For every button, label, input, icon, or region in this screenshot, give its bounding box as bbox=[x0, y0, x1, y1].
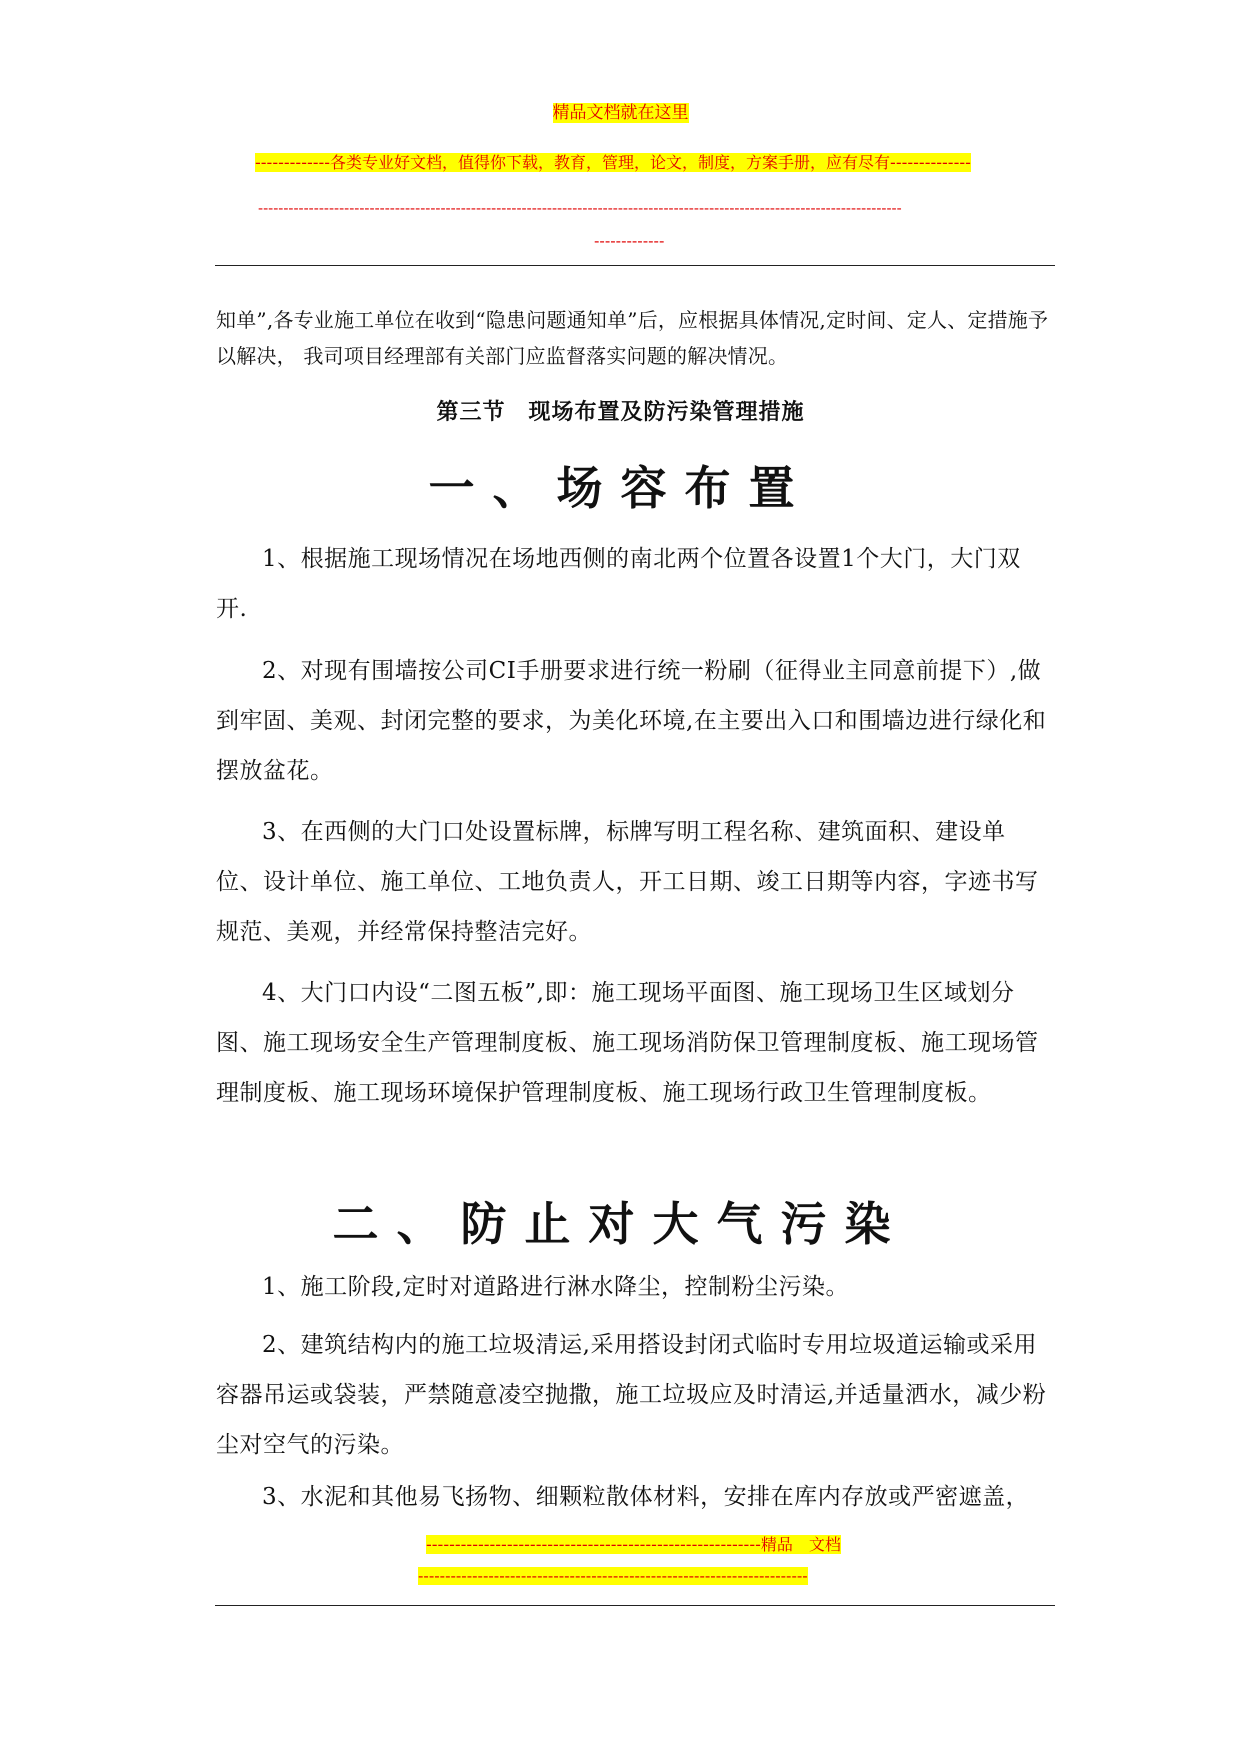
heading-air-pollution: 二、防止对大气污染 bbox=[332, 1197, 909, 1251]
paragraph: 3、在西侧的大门口处设置标牌，标牌写明工程名称、建筑面积、建设单位、设计单位、施工单位、工地负责人，开工日期、竣工日期等内容，字迹书写规范、美观，并经常保持整洁完好。 bbox=[216, 819, 1039, 945]
paragraph: 1、施工阶段,定时对道路进行淋水降尘，控制粉尘污染。 bbox=[262, 1274, 849, 1300]
header-rule bbox=[215, 265, 1055, 266]
header-title: 精品文档就在这里 bbox=[552, 103, 689, 123]
heading-site-layout: 一、场容布置 bbox=[428, 461, 813, 515]
intro-paragraph: 知单”,各专业施工单位在收到“隐患问题通知单”后，应根据具体情况,定时间、定人、定措施予以解决， 我司项目经理部有关部门应监督落实问题的解决情况。 bbox=[216, 308, 1049, 368]
header-dash-line-short: ------------- bbox=[594, 232, 665, 250]
paragraph: 2、建筑结构内的施工垃圾清运,采用搭设封闭式临时专用垃圾道运输或采用容器吊运或袋装，严禁随意凌空抛撒，施工垃圾应及时清运,并适量洒水，减少粉尘对空气的污染。 bbox=[216, 1332, 1047, 1458]
paragraph: 3、水泥和其他易飞扬物、细颗粒散体材料，安排在库内存放或严密遮盖， bbox=[262, 1484, 1030, 1510]
paragraph: 2、对现有围墙按公司CI手册要求进行统一粉刷（征得业主同意前提下）,做到牢固、美观、封闭完整的要求，为美化环境,在主要出入口和围墙边进行绿化和摆放盆花。 bbox=[216, 658, 1047, 784]
paragraph: 4、大门口内设“二图五板”,即：施工现场平面图、施工现场卫生区域划分图、施工现场安全生产管理制度板、施工现场消防保卫管理制度板、施工现场管理制度板、施工现场环境保护管理制度板、施工现场行政卫生管理制度板。 bbox=[216, 980, 1039, 1106]
header-tagline: -------------各类专业好文档，值得你下载，教育，管理，论文，制度，方案手册，应有尽有-------------- bbox=[255, 153, 971, 172]
section-heading: 第三节 现场布置及防污染管理措施 bbox=[436, 400, 805, 425]
footer-line-1: ----------------------------------------------------------精品 文档 bbox=[426, 1535, 841, 1554]
footer-rule bbox=[215, 1605, 1055, 1606]
paragraph: 1、根据施工现场情况在场地西侧的南北两个位置各设置1个大门，大门双开. bbox=[216, 546, 1021, 622]
footer-line-2: ------------------------------------------------------------------------ bbox=[418, 1567, 808, 1585]
header-dash-line: ------------------------------------------------------------------------------------------------------------------------------- bbox=[258, 199, 902, 217]
